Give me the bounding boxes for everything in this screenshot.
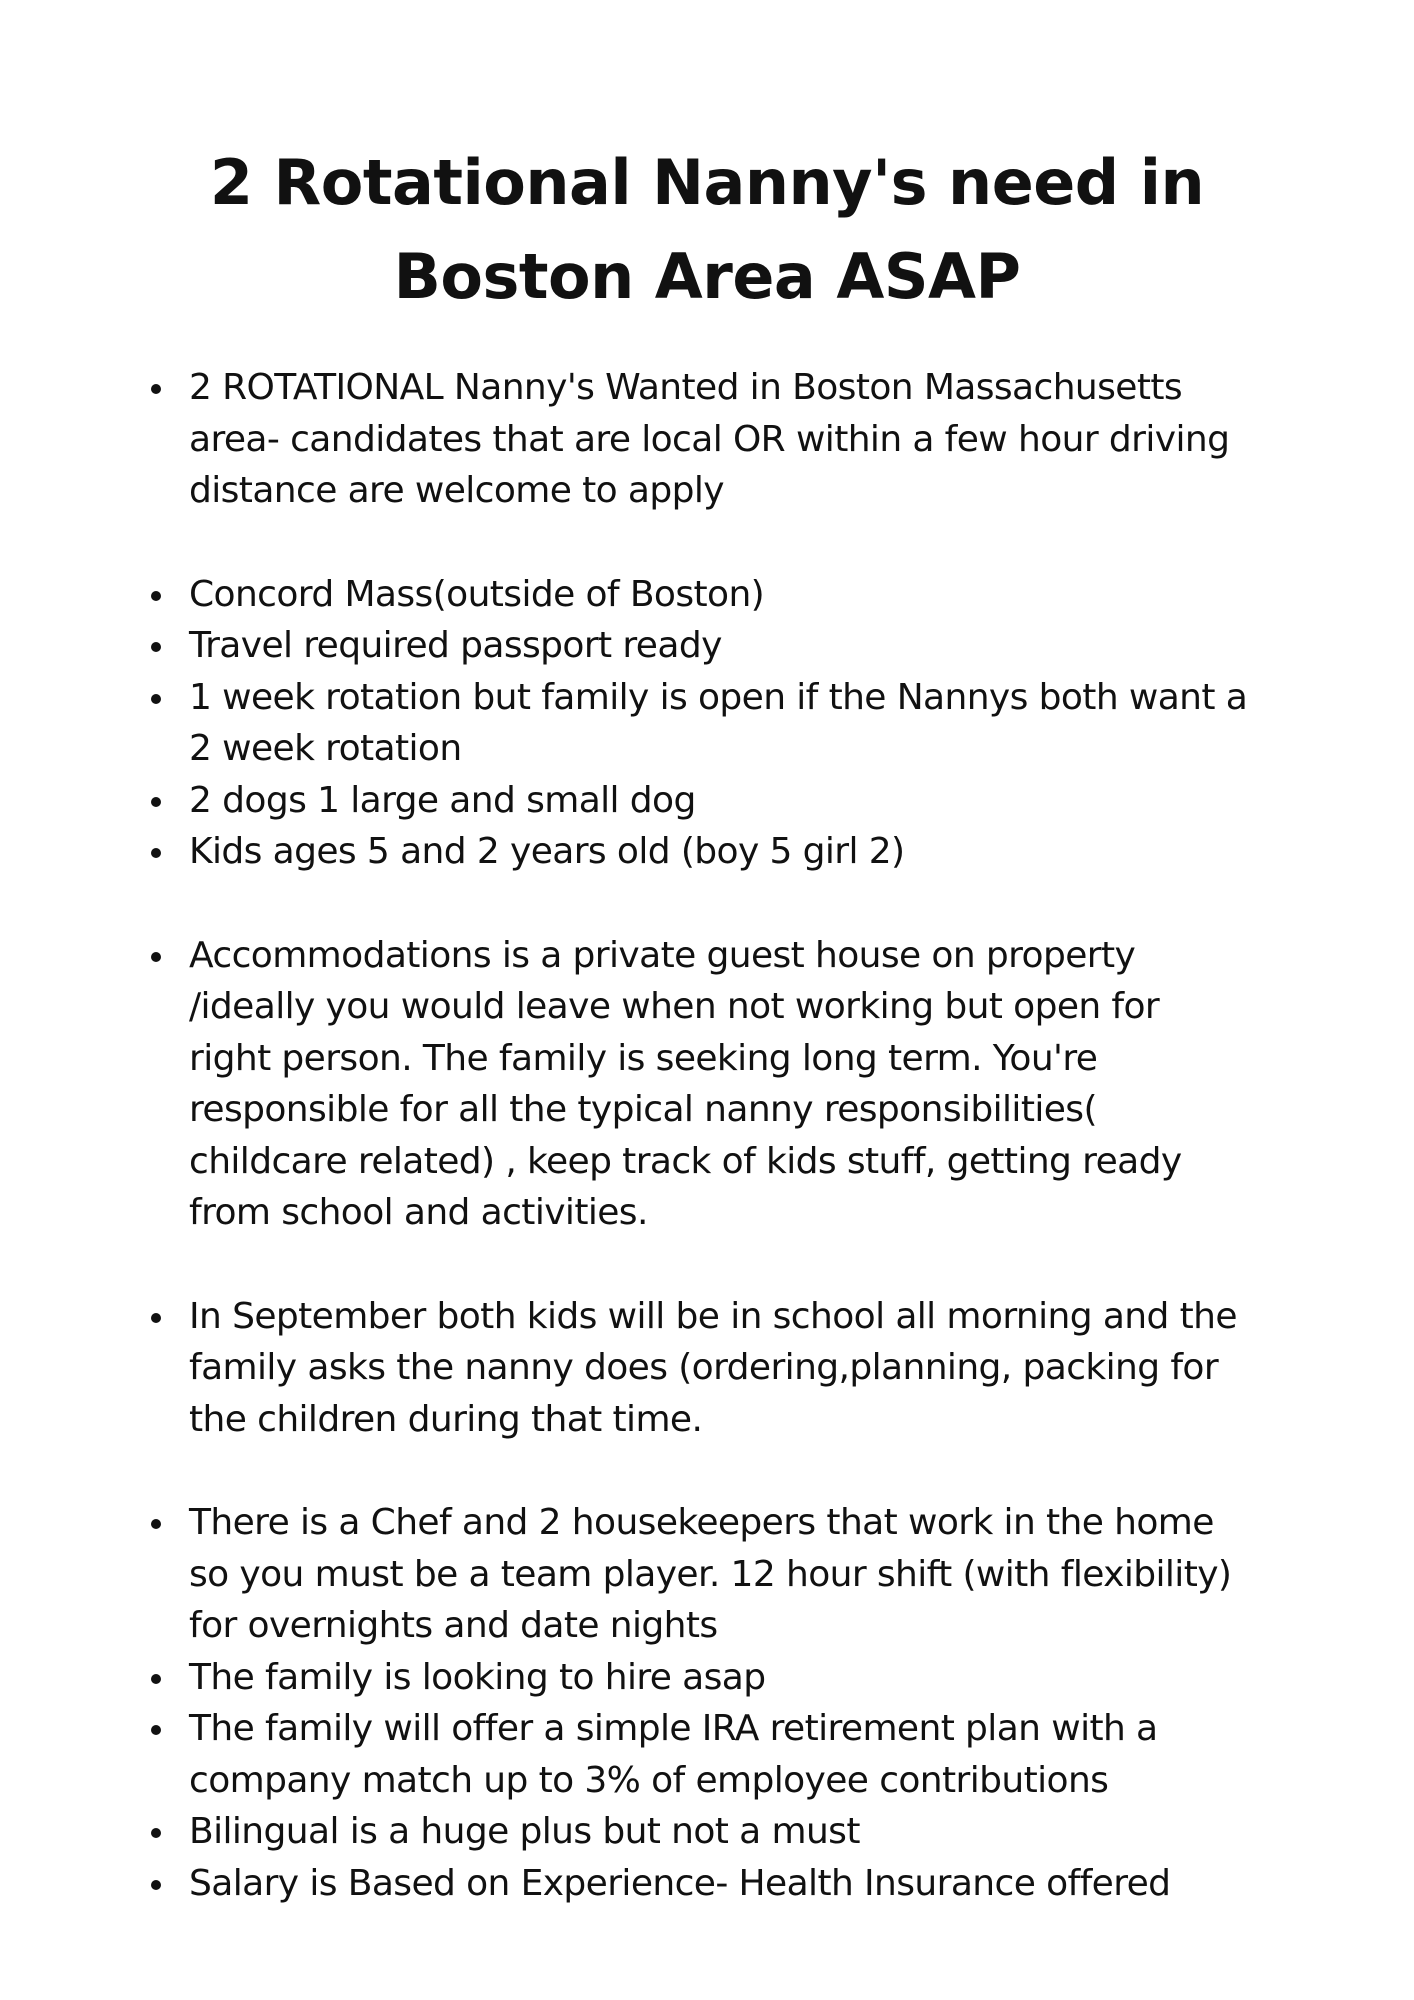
bullet-text-line: company match up to 3% of employee contributions xyxy=(189,1759,1109,1801)
bullet-text-line: area- candidates that are local OR within a few hour driving xyxy=(189,418,1230,460)
bullet-text-line: 2 dogs 1 large and small dog xyxy=(189,779,696,821)
bullet-group xyxy=(145,569,1305,878)
bullet-item xyxy=(145,620,1305,672)
bullet-item xyxy=(145,1497,1305,1652)
page-title xyxy=(0,136,1414,324)
bullet-item xyxy=(145,1858,1305,1910)
bullet-text-line: The family will offer a simple IRA retirement plan with a xyxy=(189,1708,1158,1749)
bullet-item xyxy=(145,569,1305,621)
bullet-item xyxy=(145,362,1305,517)
bullet-text-line: 1 week rotation but family is open if the Nannys both want a xyxy=(189,676,1248,718)
job-details xyxy=(145,362,1305,1909)
bullet-item xyxy=(145,930,1305,1239)
bullet-text-line: Accommodations is a private guest house on property xyxy=(189,934,1136,976)
bullet-text-line: /ideally you would leave when not working but open for xyxy=(189,986,1160,1027)
bullet-text-line: Salary is Based on Experience- Health Insurance offered xyxy=(189,1862,1171,1904)
bullet-text-line: Kids ages 5 and 2 years old (boy 5 girl 2) xyxy=(189,831,905,872)
bullet-text-line: responsible for all the typical nanny responsibilities( xyxy=(189,1089,1097,1130)
bullet-item xyxy=(145,1703,1305,1806)
bullet-text-line: so you must be a team player. 12 hour shift (with flexibility) xyxy=(189,1553,1232,1595)
title-line-1: 2 Rotational Nanny's need in xyxy=(209,146,1205,219)
bullet-text-line: distance are welcome to apply xyxy=(189,470,724,511)
bullet-group xyxy=(145,1291,1305,1446)
bullet-item xyxy=(145,1652,1305,1704)
bullet-text-line: Bilingual is a huge plus but not a must xyxy=(189,1811,860,1852)
bullet-item xyxy=(145,775,1305,827)
bullet-group xyxy=(145,362,1305,517)
bullet-text-line: There is a Chef and 2 housekeepers that work in the home xyxy=(189,1502,1214,1543)
bullet-item xyxy=(145,826,1305,878)
bullet-item xyxy=(145,1291,1305,1446)
bullet-text-line: 2 ROTATIONAL Nanny's Wanted in Boston Massachusetts xyxy=(189,367,1183,408)
bullet-text-line: for overnights and date nights xyxy=(189,1605,718,1646)
bullet-group xyxy=(145,930,1305,1239)
bullet-text-line: the children during that time. xyxy=(189,1398,703,1440)
bullet-text-line: right person. The family is seeking long term. You're xyxy=(189,1037,1098,1079)
bullet-item xyxy=(145,672,1305,775)
bullet-group xyxy=(145,1497,1305,1909)
bullet-text-line: In September both kids will be in school all morning and the xyxy=(189,1295,1237,1337)
bullet-text-line: 2 week rotation xyxy=(189,728,462,769)
bullet-text-line: Travel required passport ready xyxy=(189,625,722,666)
bullet-text-line: The family is looking to hire asap xyxy=(189,1656,766,1698)
bullet-item xyxy=(145,1806,1305,1858)
title-line-2: Boston Area ASAP xyxy=(393,240,1021,313)
bullet-text-line: childcare related) , keep track of kids stuff, getting ready xyxy=(189,1140,1182,1182)
bullet-text-line: from school and activities. xyxy=(189,1192,648,1233)
bullet-text-line: family asks the nanny does (ordering,planning, packing for xyxy=(189,1347,1219,1388)
bullet-text-line: Concord Mass(outside of Boston) xyxy=(189,573,765,615)
